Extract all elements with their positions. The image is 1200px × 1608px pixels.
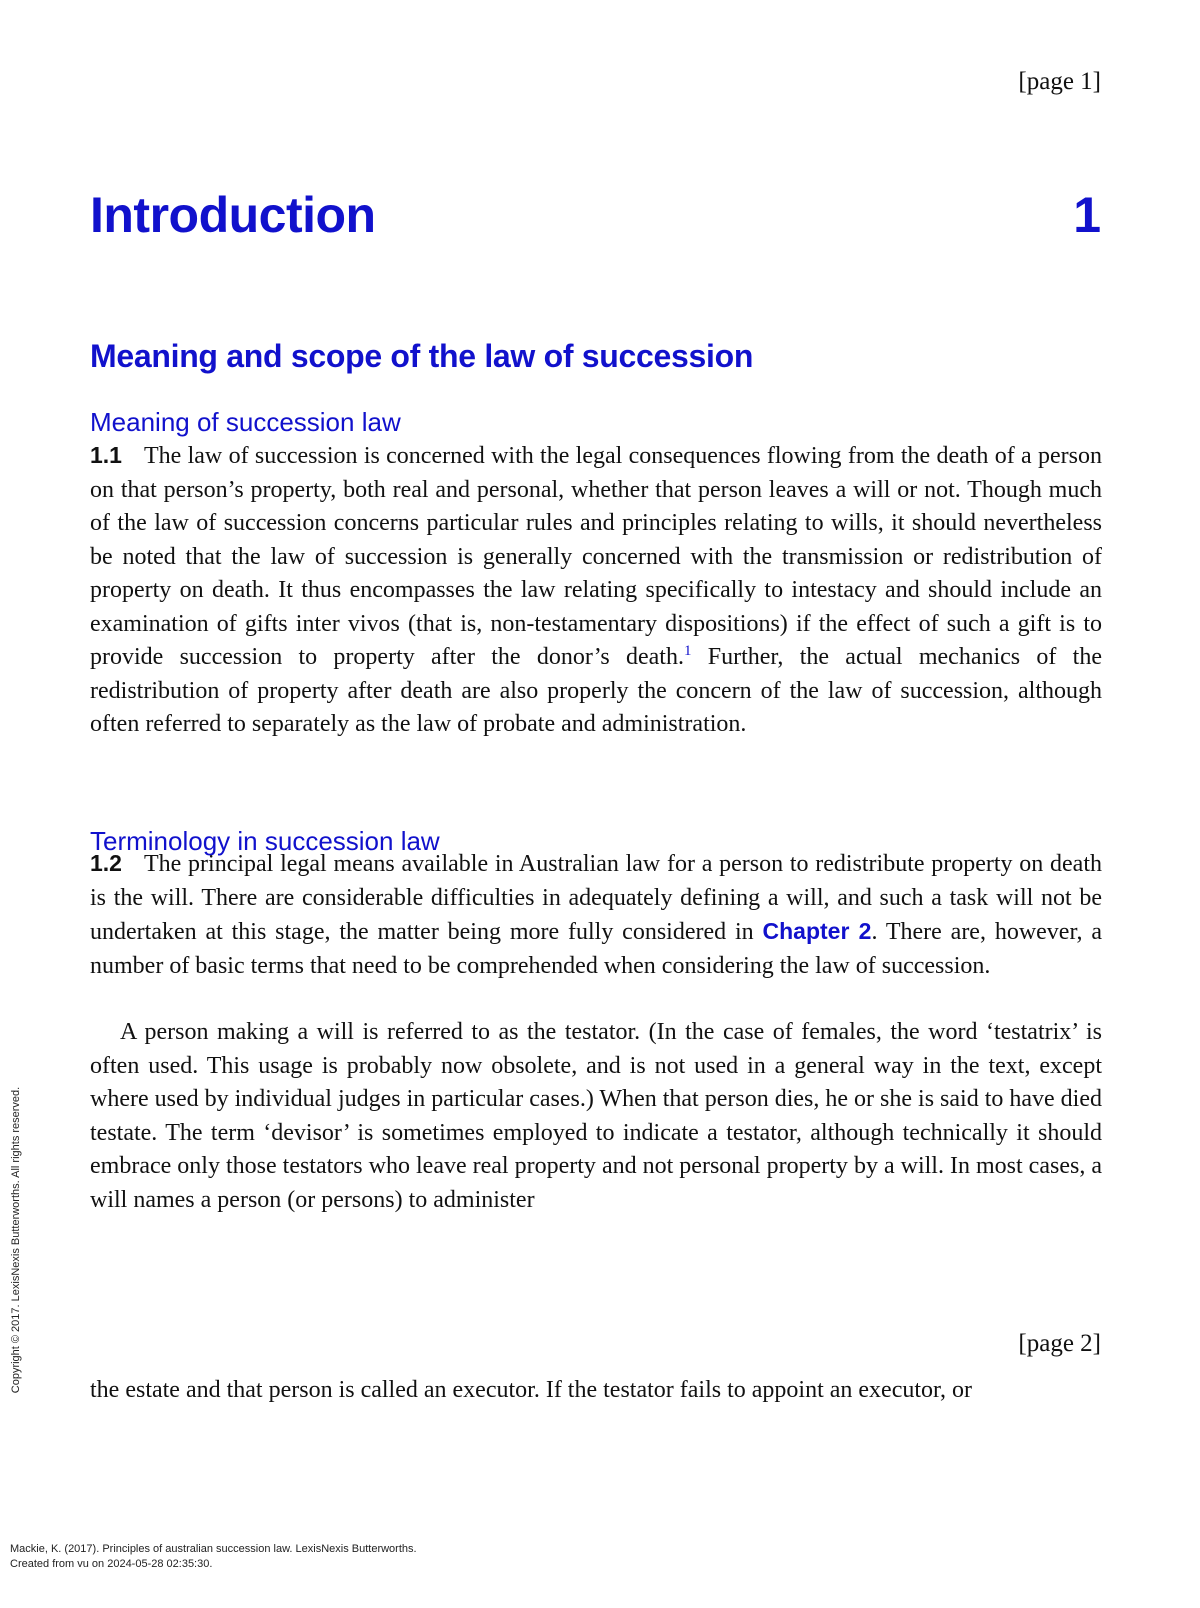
subheading-terminology: Terminology in succession law <box>90 826 440 856</box>
chapter-2-link[interactable]: Chapter 2 <box>762 918 872 944</box>
chapter-title: Introduction <box>90 187 376 243</box>
paragraph-text: The principal legal means available in Australian law for a person to redistribute property on death is the will. There are considerable difficulties in adequately defining a will, and such a task will not be undertaken at this stage, the matter being more fully considered in <box>90 851 1102 945</box>
page-marker-1: [page 1] <box>1018 68 1101 95</box>
chapter-number: 1 <box>1073 187 1101 243</box>
footnote-link[interactable]: 1 <box>683 643 692 659</box>
paragraph-text: . There are, however, a number of basic terms that need to be comprehended when considering the law of succession. <box>90 919 1102 979</box>
paragraph-number: 1.1 <box>90 442 122 468</box>
paragraph-text: Further, the actual mechanics of the redistribution of property after death are also properly the concern of the law of succession, although often referred to separately as the law of probate and administration. <box>90 644 1102 737</box>
paragraph-text: The law of succession is concerned with the legal consequences flowing from the death of a person on that person’s property, both real and personal, whether that person leaves a will or not. Though much of the law of succession concerns particular rules and principles relating to wills, it should nevertheless be noted that the law of succession is generally concerned with the transmission or redistribution of property on death. It thus encompasses the law relating specifically to intestacy and should include an examination of gifts inter vivos (that is, non-testamentary dispositions) if the effect of such a gift is to provide succession to property after the donor’s death. <box>90 443 1102 670</box>
paragraph-number: 1.2 <box>90 850 122 876</box>
footer-created: Created from vu on 2024-05-28 02:35:30. <box>10 1558 213 1570</box>
paragraph-executor: the estate and that person is called an executor. If the testator fails to appoint an executor, or <box>90 1377 973 1403</box>
copyright-text: Copyright © 2017. LexisNexis Butterworths. All rights reserved. <box>10 1086 22 1394</box>
paragraph-testator: A person making a will is referred to as the testator. (In the case of females, the word ‘testatrix’ is often used. This usage is probably now obsolete, and is not used in a general way in the text, except where used by individual judges in particular cases.) When that person dies, he or she is said to have died testate. The term ‘devisor’ is sometimes employed to indicate a testator, although technically it should embrace only those testators who leave real property and not personal property by a will. In most cases, a will names a person (or persons) to administer <box>90 1019 1102 1213</box>
page-marker-2: [page 2] <box>1018 1330 1101 1357</box>
subheading-meaning: Meaning of succession law <box>90 407 401 437</box>
paragraph-1-2 <box>90 847 1102 983</box>
paragraph-1-1 <box>90 439 1102 742</box>
section-heading: Meaning and scope of the law of succession <box>90 338 754 374</box>
footer-citation: Mackie, K. (2017). Principles of australian succession law. LexisNexis Butterworths. <box>10 1543 417 1555</box>
